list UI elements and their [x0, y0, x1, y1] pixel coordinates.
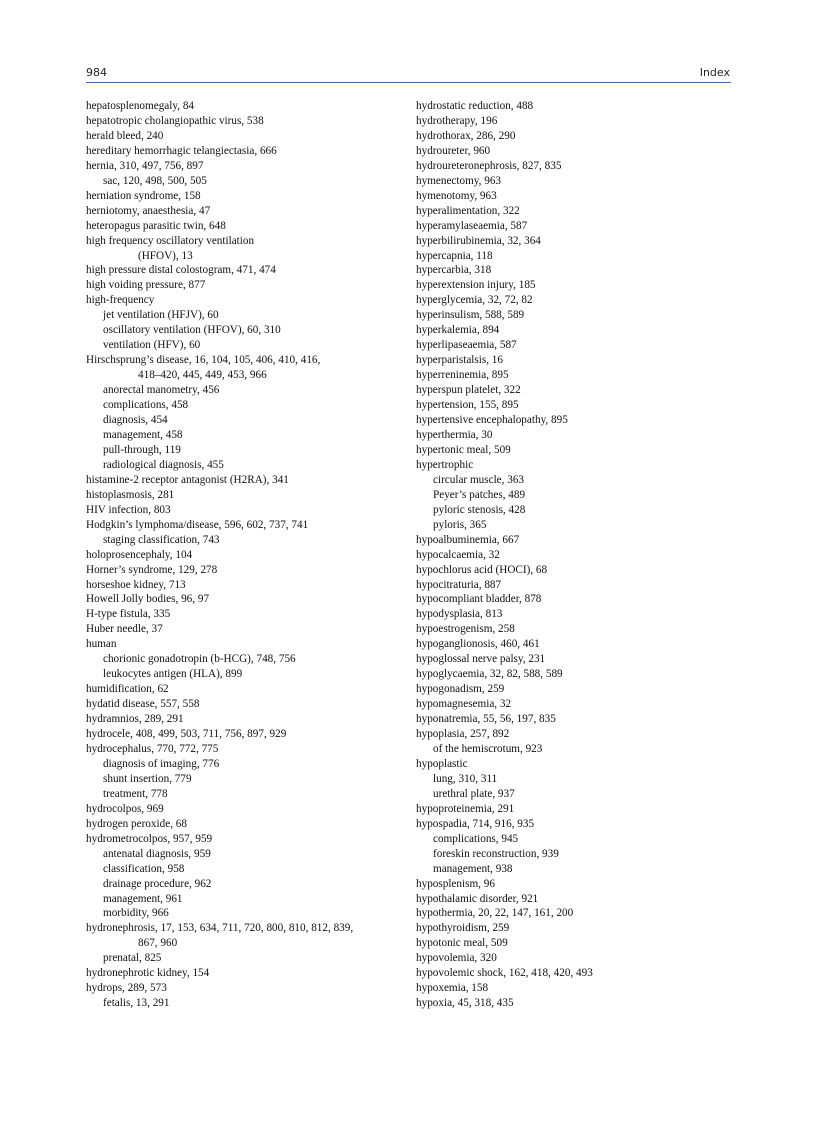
index-entry: hypocitraturia, 887 — [416, 578, 502, 591]
index-column-left — [86, 99, 401, 1011]
index-entry: heteropagus parasitic twin, 648 — [86, 219, 226, 232]
index-entry: hyperinsulism, 588, 589 — [416, 309, 525, 322]
index-subentry: circular muscle, 363 — [433, 473, 525, 486]
index-subentry: leukocytes antigen (HLA), 899 — [103, 668, 243, 681]
index-subentry: diagnosis, 454 — [103, 414, 168, 427]
index-subentry: urethral plate, 937 — [433, 787, 515, 800]
index-entry: herniotomy, anaesthesia, 47 — [86, 204, 211, 217]
index-entry: hypertonic meal, 509 — [416, 443, 511, 456]
index-entry: Hirschsprung’s disease, 16, 104, 105, 406, 410, 416, — [86, 354, 321, 367]
index-entry: hyperthermia, 30 — [416, 428, 493, 441]
index-subentry: management, 458 — [103, 428, 183, 441]
index-entry: Howell Jolly bodies, 96, 97 — [86, 593, 210, 606]
index-entry-continuation: (HFOV), 13 — [138, 249, 193, 262]
index-entry: horseshoe kidney, 713 — [86, 578, 186, 591]
index-entry: hyposplenism, 96 — [416, 877, 495, 890]
index-entry: hyperspun platelet, 322 — [416, 384, 521, 397]
index-entry: hypogonadism, 259 — [416, 683, 505, 696]
index-entry: hydatid disease, 557, 558 — [86, 698, 200, 711]
index-entry: hydrogen peroxide, 68 — [86, 817, 187, 830]
index-entry: hypoproteinemia, 291 — [416, 802, 515, 815]
index-entry: Hodgkin’s lymphoma/disease, 596, 602, 737, 741 — [86, 518, 309, 531]
index-entry: hereditary hemorrhagic telangiectasia, 666 — [86, 144, 277, 157]
index-entry: hypoxia, 45, 318, 435 — [416, 997, 514, 1010]
index-entry: hyperglycemia, 32, 72, 82 — [416, 294, 533, 307]
index-entry: hydronephrosis, 17, 153, 634, 711, 720, 800, 810, 812, 839, — [86, 922, 354, 935]
index-entry: hypodysplasia, 813 — [416, 608, 503, 621]
index-subentry: Peyer’s patches, 489 — [433, 488, 526, 501]
index-entry: hydroureter, 960 — [416, 144, 491, 157]
index-entry: hernia, 310, 497, 756, 897 — [86, 159, 204, 172]
index-entry: hydrops, 289, 573 — [86, 982, 167, 995]
index-entry: hypochlorus acid (HOCI), 68 — [416, 563, 548, 576]
index-entry: herniation syndrome, 158 — [86, 189, 201, 202]
index-entry: hypoalbuminemia, 667 — [416, 533, 520, 546]
index-subentry: chorionic gonadotropin (b-HCG), 748, 756 — [103, 653, 296, 666]
index-entry: hypomagnesemia, 32 — [416, 698, 512, 711]
index-subentry: pyloric stenosis, 428 — [433, 503, 526, 516]
index-entry-continuation: 418–420, 445, 449, 453, 966 — [138, 369, 267, 382]
running-head: Index — [699, 66, 730, 79]
index-column-right — [416, 99, 731, 1011]
index-entry: hydramnios, 289, 291 — [86, 713, 184, 726]
index-entry: hydrotherapy, 196 — [416, 114, 498, 127]
index-entry: hypocompliant bladder, 878 — [416, 593, 542, 606]
index-subentry: staging classification, 743 — [103, 533, 220, 546]
index-entry: hypothyroidism, 259 — [416, 922, 510, 935]
index-entry: hyperreninemia, 895 — [416, 369, 509, 382]
index-subentry: pyloris, 365 — [433, 518, 487, 531]
index-subentry: radiological diagnosis, 455 — [103, 458, 224, 471]
index-entry: high pressure distal colostogram, 471, 474 — [86, 264, 276, 277]
index-subentry: of the hemiscrotum, 923 — [433, 742, 543, 755]
index-entry: herald bleed, 240 — [86, 129, 164, 142]
index-subentry: pull-through, 119 — [103, 443, 181, 456]
index-entry: H-type fistula, 335 — [86, 608, 171, 621]
index-entry: hypocalcaemia, 32 — [416, 548, 500, 561]
index-entry: human — [86, 638, 117, 651]
index-subentry: morbidity, 966 — [103, 907, 169, 920]
index-entry: hyperbilirubinemia, 32, 364 — [416, 234, 541, 247]
index-subentry: shunt insertion, 779 — [103, 772, 192, 785]
index-subentry: management, 961 — [103, 892, 183, 905]
index-entry: hydrocele, 408, 499, 503, 711, 756, 897, 929 — [86, 728, 287, 741]
index-subentry: oscillatory ventilation (HFOV), 60, 310 — [103, 324, 281, 337]
index-subentry: management, 938 — [433, 862, 513, 875]
index-entry: hydrocolpos, 969 — [86, 802, 164, 815]
index-entry: hymenotomy, 963 — [416, 189, 497, 202]
index-entry: hyponatremia, 55, 56, 197, 835 — [416, 713, 556, 726]
index-subentry: ventilation (HFV), 60 — [103, 339, 201, 352]
index-entry: hydrocephalus, 770, 772, 775 — [86, 742, 219, 755]
index-entry: hypoplastic — [416, 757, 468, 770]
index-entry: hyperextension injury, 185 — [416, 279, 536, 292]
index-entry: histamine-2 receptor antagonist (H2RA), 341 — [86, 473, 289, 486]
index-entry: hyperkalemia, 894 — [416, 324, 500, 337]
index-entry: hypercapnia, 118 — [416, 249, 493, 262]
index-entry: hypoestrogenism, 258 — [416, 623, 515, 636]
index-subentry: treatment, 778 — [103, 787, 168, 800]
index-entry: humidification, 62 — [86, 683, 169, 696]
index-entry: hydroureteronephrosis, 827, 835 — [416, 159, 562, 172]
index-entry: high frequency oscillatory ventilation — [86, 234, 255, 247]
page-number: 984 — [86, 66, 107, 79]
index-entry: hyperlipaseaemia, 587 — [416, 339, 517, 352]
index-entry: high-frequency — [86, 294, 155, 307]
index-subentry: foreskin reconstruction, 939 — [433, 847, 559, 860]
index-entry: histoplasmosis, 281 — [86, 488, 175, 501]
index-entry: HIV infection, 803 — [86, 503, 171, 516]
index-subentry: prenatal, 825 — [103, 952, 162, 965]
index-entry: Huber needle, 37 — [86, 623, 163, 636]
index-entry: hepatosplenomegaly, 84 — [86, 100, 195, 112]
index-entry: hypertension, 155, 895 — [416, 399, 519, 412]
index-entry: high voiding pressure, 877 — [86, 279, 206, 292]
index-entry: hypospadia, 714, 916, 935 — [416, 817, 535, 830]
index-entry: hypoglossal nerve palsy, 231 — [416, 653, 546, 666]
index-entry: hypertrophic — [416, 458, 474, 471]
index-subentry: classification, 958 — [103, 862, 185, 875]
index-subentry: drainage procedure, 962 — [103, 877, 212, 890]
index-entry: hydrothorax, 286, 290 — [416, 129, 516, 142]
index-entry: hymenectomy, 963 — [416, 174, 502, 187]
index-subentry: lung, 310, 311 — [433, 772, 498, 785]
index-entry: Horner’s syndrome, 129, 278 — [86, 563, 218, 576]
index-entry: holoprosencephaly, 104 — [86, 548, 193, 561]
index-entry: hypovolemia, 320 — [416, 952, 497, 965]
index-entry: hypoplasia, 257, 892 — [416, 728, 510, 741]
index-entry: hypoxemia, 158 — [416, 982, 489, 995]
index-subentry: complications, 458 — [103, 399, 189, 412]
index-entry: hyperamylaseaemia, 587 — [416, 219, 528, 232]
index-entry: hydrostatic reduction, 488 — [416, 100, 534, 112]
index-subentry: jet ventilation (HFJV), 60 — [103, 309, 219, 322]
index-entry: hypertensive encephalopathy, 895 — [416, 414, 568, 427]
index-subentry: fetalis, 13, 291 — [103, 997, 170, 1010]
index-entry: hypercarbia, 318 — [416, 264, 492, 277]
index-subentry: diagnosis of imaging, 776 — [103, 757, 220, 770]
index-entry: hypoglycaemia, 32, 82, 588, 589 — [416, 668, 563, 681]
index-subentry: sac, 120, 498, 500, 505 — [103, 174, 207, 187]
index-entry: hyperparistalsis, 16 — [416, 354, 503, 367]
index-entry: hypothermia, 20, 22, 147, 161, 200 — [416, 907, 574, 920]
index-subentry: anorectal manometry, 456 — [103, 384, 220, 397]
index-entry: hypothalamic disorder, 921 — [416, 892, 539, 905]
index-entry: hyperalimentation, 322 — [416, 204, 520, 217]
index-entry: hydrometrocolpos, 957, 959 — [86, 832, 213, 845]
index-entry: hypoganglionosis, 460, 461 — [416, 638, 540, 651]
index-entry: hypotonic meal, 509 — [416, 937, 508, 950]
index-entry: hydronephrotic kidney, 154 — [86, 967, 210, 980]
index-subentry: complications, 945 — [433, 832, 519, 845]
header-rule — [86, 82, 731, 83]
index-entry: hypovolemic shock, 162, 418, 420, 493 — [416, 967, 593, 980]
index-entry: hepatotropic cholangiopathic virus, 538 — [86, 114, 264, 127]
index-subentry: antenatal diagnosis, 959 — [103, 847, 211, 860]
index-entry-continuation: 867, 960 — [138, 937, 178, 950]
